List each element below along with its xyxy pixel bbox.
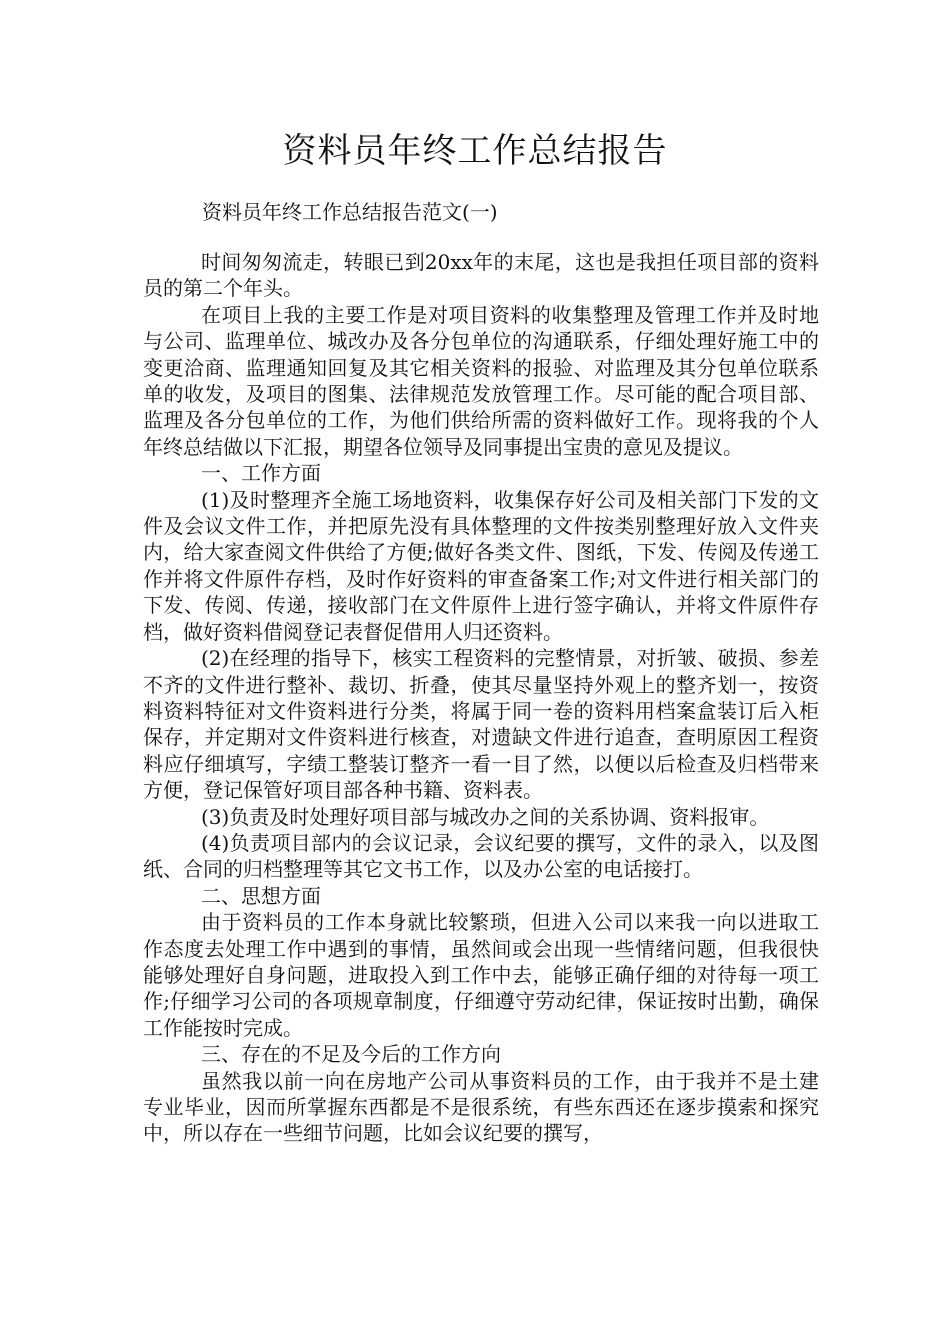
paragraph-work-item-2: (2)在经理的指导下，核实工程资料的完整情景，对折皱、破损、参差不齐的文件进行整补、裁切、折叠，使其尽量坚持外观上的整齐划一，按资料资料特征对文件资料进行分类，将属于同一卷的资料用档案盒装订后入柜保存，并定期对文件资料进行核查，对遗缺文件进行追查，查明原因工程资料应仔细填写，字绩工整装订整齐一看一目了然，以便以后检查及归档带来方便，登记保管好项目部各种书籍、资料表。 <box>143 646 819 803</box>
document-title: 资料员年终工作总结报告 <box>282 131 668 171</box>
section-heading-thought: 二、思想方面 <box>201 883 321 908</box>
document-body <box>143 249 819 1147</box>
document-subtitle: 资料员年终工作总结报告范文(一) <box>202 200 498 224</box>
paragraph-main-duties: 在项目上我的主要工作是对项目资料的收集整理及管理工作并及时地与公司、监理单位、城改办及各分包单位的沟通联系，仔细处理好施工中的变更洽商、监理通知回复及其它相关资料的报验、对监理及其分包单位联系单的收发，及项目的图集、法律规范发放管理工作。尽可能的配合项目部、监理及各分包单位的工作，为他们供给所需的资料做好工作。现将我的个人年终总结做以下汇报，期望各位领导及同事提出宝贵的意见及提议。 <box>143 302 819 459</box>
paragraph-work-item-4: (4)负责项目部内的会议记录，会议纪要的撰写，文件的录入，以及图纸、合同的归档整理等其它文书工作，以及办公室的电话接打。 <box>143 830 819 882</box>
paragraph-intro: 时间匆匆流走，转眼已到20xx年的末尾，这也是我担任项目部的资料员的第二个年头。 <box>143 250 819 301</box>
paragraph-shortcomings: 虽然我以前一向在房地产公司从事资料员的工作，由于我并不是土建专业毕业，因而所掌握东西都是不是很系统，有些东西还在逐步摸索和探究中，所以存在一些细节问题，比如会议纪要的撰写， <box>143 1068 819 1146</box>
paragraph-work-item-3: (3)负责及时处理好项目部与城改办之间的关系协调、资料报审。 <box>201 804 770 829</box>
paragraph-work-item-1: (1)及时整理齐全施工场地资料，收集保存好公司及相关部门下发的文件及会议文件工作，并把原先没有具体整理的文件按类别整理好放入文件夹内，给大家查阅文件供给了方便;做好各类文件、图纸，下发、传阅及传递工作并将文件原件存档，及时作好资料的审查备案工作;对文件进行相关部门的下发、传阅、传递，接收部门在文件原件上进行签字确认，并将文件原件存档，做好资料借阅登记表督促借用人归还资料。 <box>143 487 819 644</box>
section-heading-shortcomings: 三、存在的不足及今后的工作方向 <box>201 1042 501 1067</box>
section-heading-work: 一、工作方面 <box>201 461 321 486</box>
paragraph-thought: 由于资料员的工作本身就比较繁琐，但进入公司以来我一向以进取工作态度去处理工作中遇到的事情，虽然间或会出现一些情绪问题，但我很快能够处理好自身问题，进取投入到工作中去，能够正确仔细的对待每一项工作;仔细学习公司的各项规章制度，仔细遵守劳动纪律，保证按时出勤，确保工作能按时完成。 <box>143 910 819 1040</box>
